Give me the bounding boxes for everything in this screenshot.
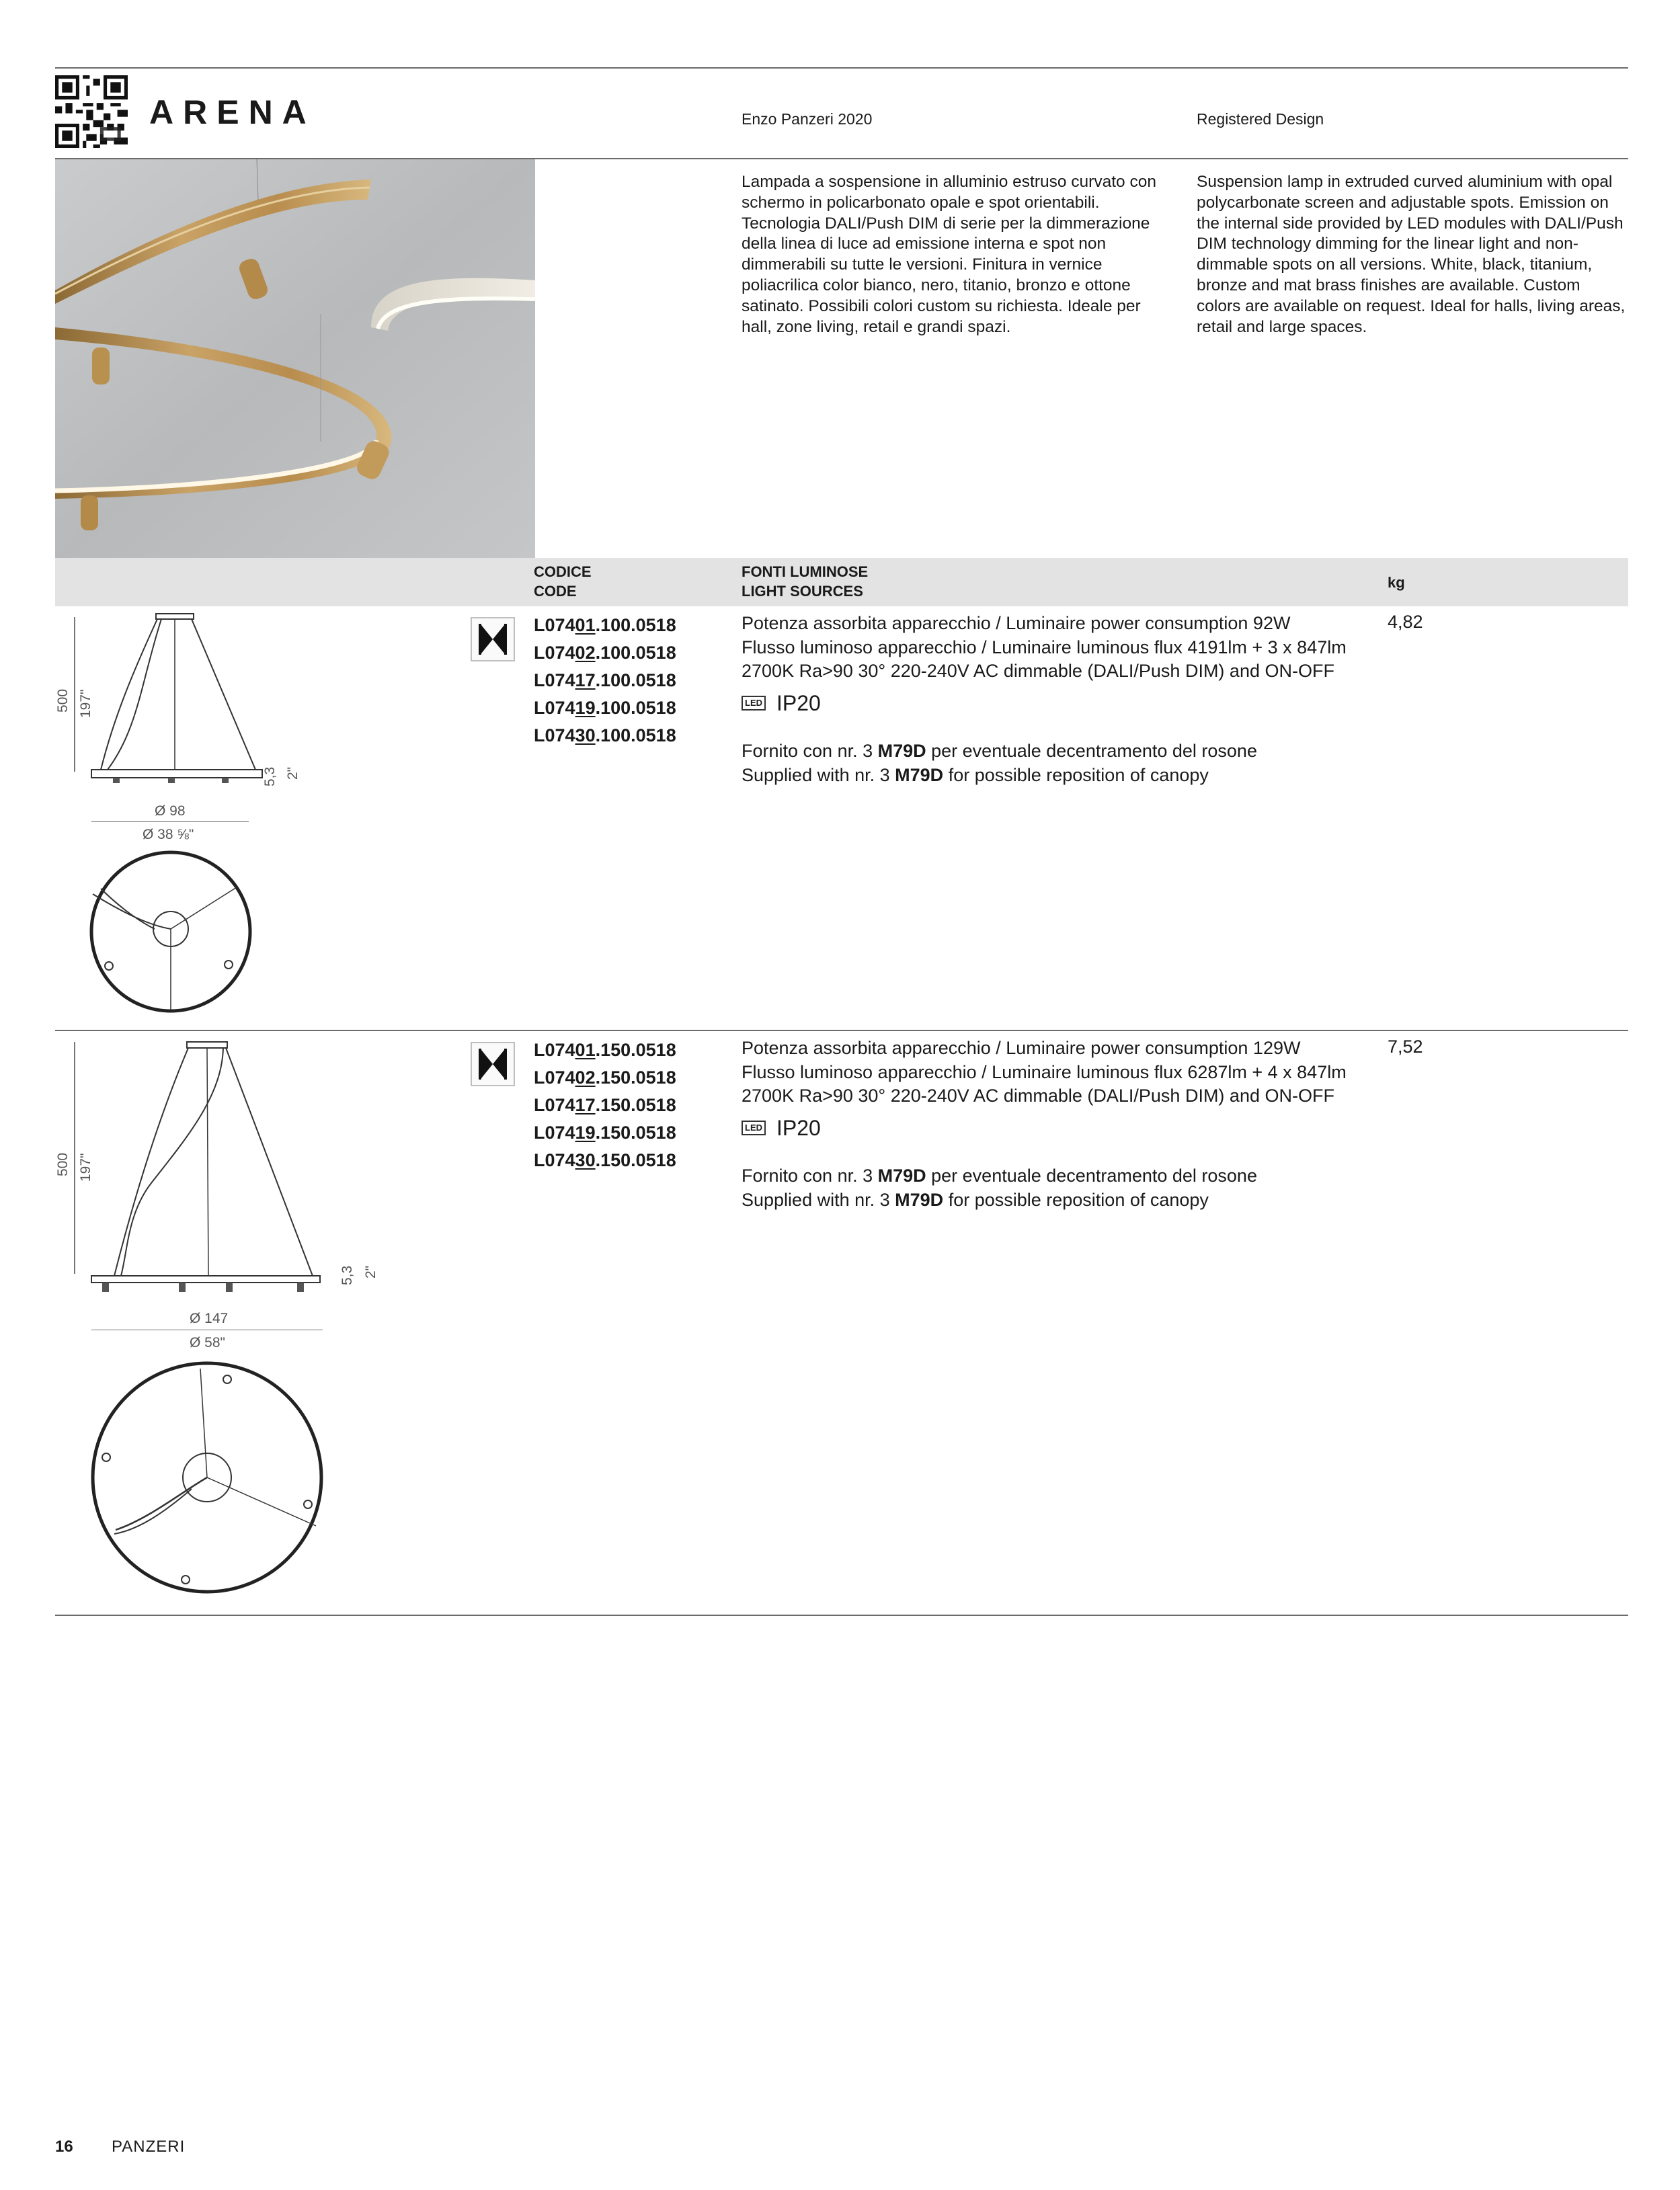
- product-code: L07430.100.0518: [534, 725, 676, 745]
- weight-value: 7,52: [1388, 1037, 1423, 1057]
- height-cm-label: 500: [55, 1152, 71, 1176]
- power-consumption: Potenza assorbita apparecchio / Luminaire power consumption 92W: [742, 613, 1291, 633]
- weight-value: 4,82: [1388, 612, 1423, 632]
- product-code: L07430.150.0518: [534, 1150, 676, 1170]
- suspension-mount-icon: [471, 617, 515, 661]
- height-dimension-line: [74, 617, 75, 772]
- description-english: Suspension lamp in extruded curved aluminium with opal polycarbonate screen and adjustable spots. Emission on the internal side provided by LED modules with DALI/Push DIM technology dimming for the linear light and non-dimmable spots on all versions. White, black, titanium, bronze and mat brass finishes are available. Custom colors are available on request. Ideal for halls, living areas, retail and large spaces.: [1197, 173, 1626, 336]
- depth-cm-label: 5,3: [339, 1265, 355, 1285]
- product-codes-list: [534, 612, 676, 749]
- suspension-mount-icon: [471, 1042, 515, 1086]
- tech-specs: 2700K Ra>90 30° 220-240V AC dimmable (DALI/Push DIM) and ON-OFF: [742, 661, 1334, 681]
- suspension-drawing-top: [87, 1358, 329, 1600]
- depth-in-label: 2": [363, 1265, 378, 1279]
- supplied-note-english: Supplied with nr. 3 M79D for possible reposition of canopy: [742, 764, 1209, 785]
- led-icon: LED: [742, 696, 766, 711]
- suspension-drawing-side: [87, 608, 282, 783]
- column-header-code: CODICE CODE: [534, 563, 592, 600]
- height-in-label: 197": [78, 1153, 93, 1182]
- diameter-dimension-line: [91, 821, 249, 822]
- ip-rating-value: IP20: [776, 1115, 821, 1140]
- height-dimension-line: [74, 1042, 75, 1274]
- supplied-note-english: Supplied with nr. 3 M79D for possible reposition of canopy: [742, 1189, 1209, 1210]
- product-title: ARENA: [149, 93, 316, 131]
- diameter-in-label: Ø 38 ⅝": [143, 827, 194, 842]
- product-photo: [55, 159, 535, 558]
- suspension-drawing-side: [87, 1035, 336, 1297]
- qr-code-icon: [55, 75, 128, 148]
- light-source-specs: [742, 612, 1387, 787]
- supplied-note-italian: Fornito con nr. 3 M79D per eventuale decentramento del rosone: [742, 1166, 1257, 1186]
- product-codes-list: [534, 1037, 676, 1174]
- ip-rating-value: IP20: [776, 690, 821, 715]
- top-rule: [55, 67, 1628, 69]
- column-header-light-sources: FONTI LUMINOSE LIGHT SOURCES: [742, 563, 869, 600]
- product-code: L07419.150.0518: [534, 1123, 676, 1143]
- designer-credit: Enzo Panzeri 2020: [742, 110, 873, 128]
- product-code: L07417.100.0518: [534, 670, 676, 690]
- product-code: L07401.100.0518: [534, 615, 676, 635]
- row-divider: [55, 1030, 1628, 1031]
- light-source-specs: [742, 1037, 1387, 1212]
- depth-in-label: 2": [285, 766, 301, 780]
- power-consumption: Potenza assorbita apparecchio / Luminaire power consumption 129W: [742, 1038, 1301, 1058]
- height-cm-label: 500: [55, 688, 71, 713]
- bottom-rule: [55, 1615, 1628, 1616]
- product-code: L07401.150.0518: [534, 1040, 676, 1060]
- product-code: L07419.100.0518: [534, 698, 676, 718]
- registered-design-label: Registered Design: [1197, 110, 1324, 128]
- diameter-in-label: Ø 58": [190, 1335, 225, 1350]
- luminous-flux: Flusso luminoso apparecchio / Luminaire luminous flux 4191lm + 3 x 847lm: [742, 637, 1347, 657]
- suspension-drawing-top: [87, 848, 255, 1016]
- brand-name: PANZERI: [112, 2138, 186, 2156]
- product-code: L07417.150.0518: [534, 1095, 676, 1115]
- height-in-label: 197": [78, 689, 93, 718]
- depth-cm-label: 5,3: [262, 766, 278, 786]
- led-icon: LED: [742, 1121, 766, 1135]
- page-number: 16: [55, 2138, 73, 2156]
- product-code: L07402.150.0518: [534, 1067, 676, 1088]
- tech-specs: 2700K Ra>90 30° 220-240V AC dimmable (DALI/Push DIM) and ON-OFF: [742, 1086, 1334, 1106]
- supplied-note-italian: Fornito con nr. 3 M79D per eventuale decentramento del rosone: [742, 741, 1257, 761]
- luminous-flux: Flusso luminoso apparecchio / Luminaire luminous flux 6287lm + 4 x 847lm: [742, 1061, 1347, 1082]
- ip-rating: [742, 1117, 1387, 1141]
- ip-rating: [742, 692, 1387, 716]
- diameter-cm-label: Ø 98: [155, 803, 186, 819]
- column-header-kg: kg: [1388, 574, 1405, 591]
- diameter-cm-label: Ø 147: [190, 1311, 229, 1326]
- product-code: L07402.100.0518: [534, 643, 676, 663]
- description-italian: Lampada a sospensione in alluminio estruso curvato con schermo in policarbonato opale e spot orientabili. Tecnologia DALI/Push DIM di serie per la dimmerazione della linea di luce ad emissione interna e spot non dimmerabili su tutte le versioni. Finitura in vernice poliacrilica color bianco, nero, titanio, bronzo e ottone satinato. Possibili colori custom su richiesta. Ideale per hall, zone living, retail e grandi spazi.: [742, 173, 1156, 336]
